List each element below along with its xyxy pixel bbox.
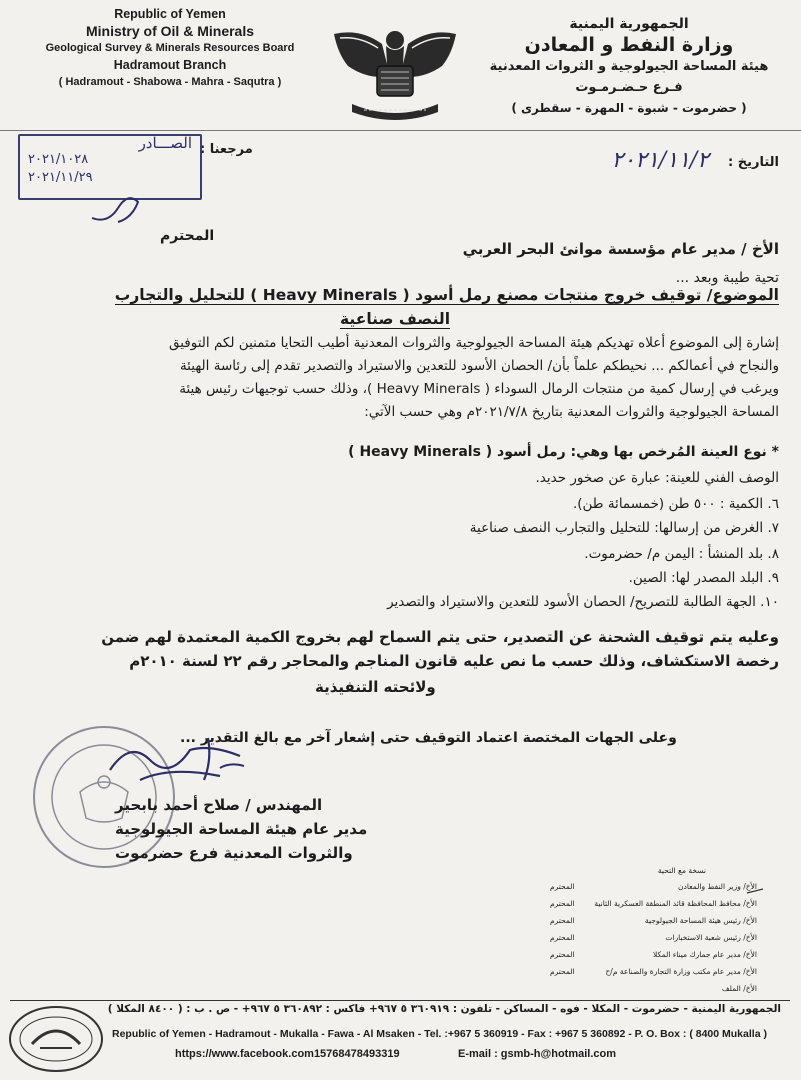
signatory-title-1: مدير عام هيئة المساحة الجيولوجية: [115, 820, 368, 838]
header-ar-branch: فـرع حـضـرمـوت: [575, 80, 683, 95]
item-purpose: ٧. الغرض من إرسالها: للتحليل والتجارب النصف صناعية: [469, 520, 779, 536]
footer-address-arabic: الجمهورية اليمنية - حضرموت - المكلا - فوه - المساكن - تلفون : ٣٦٠٩١٩ ٥ ٩٦٧+ فاكس : ٣٦٠٨٩٢ ٥ ٩٦٧+ - ص . ب : ( ٨٤٠٠ المكلا ): [107, 1003, 781, 1015]
reference-label: مرجعنا :: [200, 142, 253, 157]
cc-entry-3: الأخ/ رئيس هيئة المساحة الجيولوجية: [644, 916, 757, 925]
cc-entry-2: الأخ/ محافظ المحافظة قائد المنطقة العسكرية الثانية: [594, 899, 757, 908]
header-en-regions: ( Hadramout - Shabowa - Mahra - Saqutra ): [58, 76, 282, 88]
paragraph1-line-1: إشارة إلى الموضوع أعلاه تهديكم هيئة المساحة الجيولوجية والثروات المعدنية أطيب التحايا متمنين لكم التوفيق: [168, 335, 779, 351]
footer-address-english: Republic of Yemen - Hadramout - Mukalla - Fawa - Al Msaken - Tel. :+967 5 360919 - Fax : +967 5 360892 - P. O. Box : ( 8400 Mukalla ): [112, 1028, 767, 1040]
recipient-line: الأخ / مدير عام مؤسسة موانئ البحر العربي: [462, 240, 779, 258]
header-divider: [0, 130, 801, 131]
board-logo-icon: [6, 1004, 106, 1074]
cc-heading: نسخة مع التحية: [657, 866, 706, 875]
cc-entry-6-suffix: المحترم: [550, 967, 575, 976]
stamp-title: الصـــادر: [138, 134, 192, 152]
handwritten-mark-icon: [88, 188, 148, 228]
footer-facebook-link[interactable]: https://www.facebook.com15768478493319: [175, 1048, 400, 1060]
item-applicant: ١٠. الجهة الطالبة للتصريح/ الحصان الأسود للتعدين والاستيراد والتصدير: [387, 594, 779, 610]
handwritten-signature-icon: [100, 730, 260, 800]
header-ar-regions: ( حضرموت - شبوة - المهرة - سقطرى ): [511, 101, 747, 115]
header-en-ministry: Ministry of Oil & Minerals: [85, 23, 255, 39]
paragraph2-line-3: ولائحته التنفيذية: [315, 678, 436, 696]
footer-divider: [10, 1000, 790, 1001]
item-sample-type: * نوع العينة المُرخص بها وهي: رمل أسود ( Heavy Minerals ): [348, 444, 779, 460]
header-en-board: Geological Survey & Minerals Resources Board: [45, 42, 295, 54]
item-origin: ٨. بلد المنشأ : اليمن م/ حضرموت.: [584, 546, 779, 562]
cc-entry-2-suffix: المحترم: [550, 899, 575, 908]
header-en-branch: Hadramout Branch: [113, 58, 227, 72]
paragraph1-line-2: والنجاح في أعمالكم ... نحيطكم علماً بأن/ الحصان الأسود للتعدين والاستيراد والتصدير تقدم إلى رئاسة الهيئة: [179, 358, 779, 374]
paragraph2-line-1: وعليه يتم توقيف الشحنة عن التصدير، حتى يتم السماح لهم بخروج الكمية المعتمدة لهم ضمن: [101, 628, 779, 646]
handwritten-tick-icon: [745, 885, 765, 901]
cc-entry-3-suffix: المحترم: [550, 916, 575, 925]
closing-line: وعلى الجهات المختصة اعتماد التوقيف حتى إشعار آخر مع بالغ التقدير ...: [180, 730, 677, 746]
item-quantity: ٦. الكمية : ٥٠٠ طن (خمسمائة طن).: [572, 496, 779, 512]
header-ar-board: هيئة المساحة الجيولوجية و الثروات المعدنية: [489, 59, 769, 74]
cc-entry-5: الأخ/ مدير عام جمارك ميناء المكلا: [653, 950, 757, 959]
paragraph2-line-2: رخصة الاستكشاف، وذلك حسب ما نص عليه قانون المناجم والمحاجر رقم ٢٢ لسنة ٢٠١٠م: [129, 652, 779, 670]
date-label: التاريخ :: [728, 155, 779, 170]
footer-email[interactable]: E-mail : gsmb-h@hotmail.com: [458, 1048, 617, 1060]
yemen-eagle-emblem-icon: [330, 20, 460, 125]
cc-entry-1-suffix: المحترم: [550, 882, 575, 891]
cc-entry-6: الأخ/ مدير عام مكتب وزارة التجارة والصناعة م/ح: [605, 967, 757, 976]
header-en-country: Republic of Yemen: [114, 7, 226, 21]
item-export-country: ٩. البلد المصدر لها: الصين.: [628, 570, 779, 586]
subject-line-2: النصف صناعية: [340, 310, 451, 328]
item-technical-desc: الوصف الفني للعينة: عبارة عن صخور حديد.: [535, 470, 779, 486]
header-english: [20, 6, 320, 91]
header-ar-country: الجمهورية اليمنية: [569, 16, 689, 32]
paragraph1-line-4: المساحة الجيولوجية والثروات المعدنية بتاريخ ٢٠٢١/٧/٨م وهي حسب الآتي:: [364, 404, 779, 420]
header-arabic: [479, 14, 779, 119]
header-ar-ministry: وزارة النفط و المعادن: [524, 34, 734, 56]
signatory-name: المهندس / صلاح أحمد بابحير: [115, 796, 323, 814]
date-value: ٢٠٢١/١١/٢: [611, 148, 709, 173]
respected-label: المحترم: [160, 228, 215, 244]
subject-line-1: الموضوع/ توقيف خروج منتجات مصنع رمل أسود ( Heavy Minerals ) للتحليل والتجارب: [114, 286, 779, 304]
greeting-line: تحية طيبة وبعد ...: [675, 270, 779, 286]
cc-entry-4-suffix: المحترم: [550, 933, 575, 942]
paragraph1-line-3: ويرغب في إرسال كمية من منتجات الرمال السوداء ( Heavy Minerals )، وذلك حسب توجيهات رئيس هيئة: [179, 381, 779, 397]
cc-entry-5-suffix: المحترم: [550, 950, 575, 959]
stamp-ref: ٢٠٢١/١٠٢٨: [28, 152, 89, 167]
cc-entry-1: الأخ/ وزير النفط والمعادن: [678, 882, 757, 891]
cc-entry-4: الأخ/ رئيس شعبة الاستخبارات: [665, 933, 757, 942]
stamp-date: ٢٠٢١/١١/٢٩: [28, 170, 93, 185]
cc-entry-7: الأخ/ الملف: [721, 984, 757, 993]
signatory-title-2: والثروات المعدنية فرع حضرموت: [115, 844, 353, 862]
